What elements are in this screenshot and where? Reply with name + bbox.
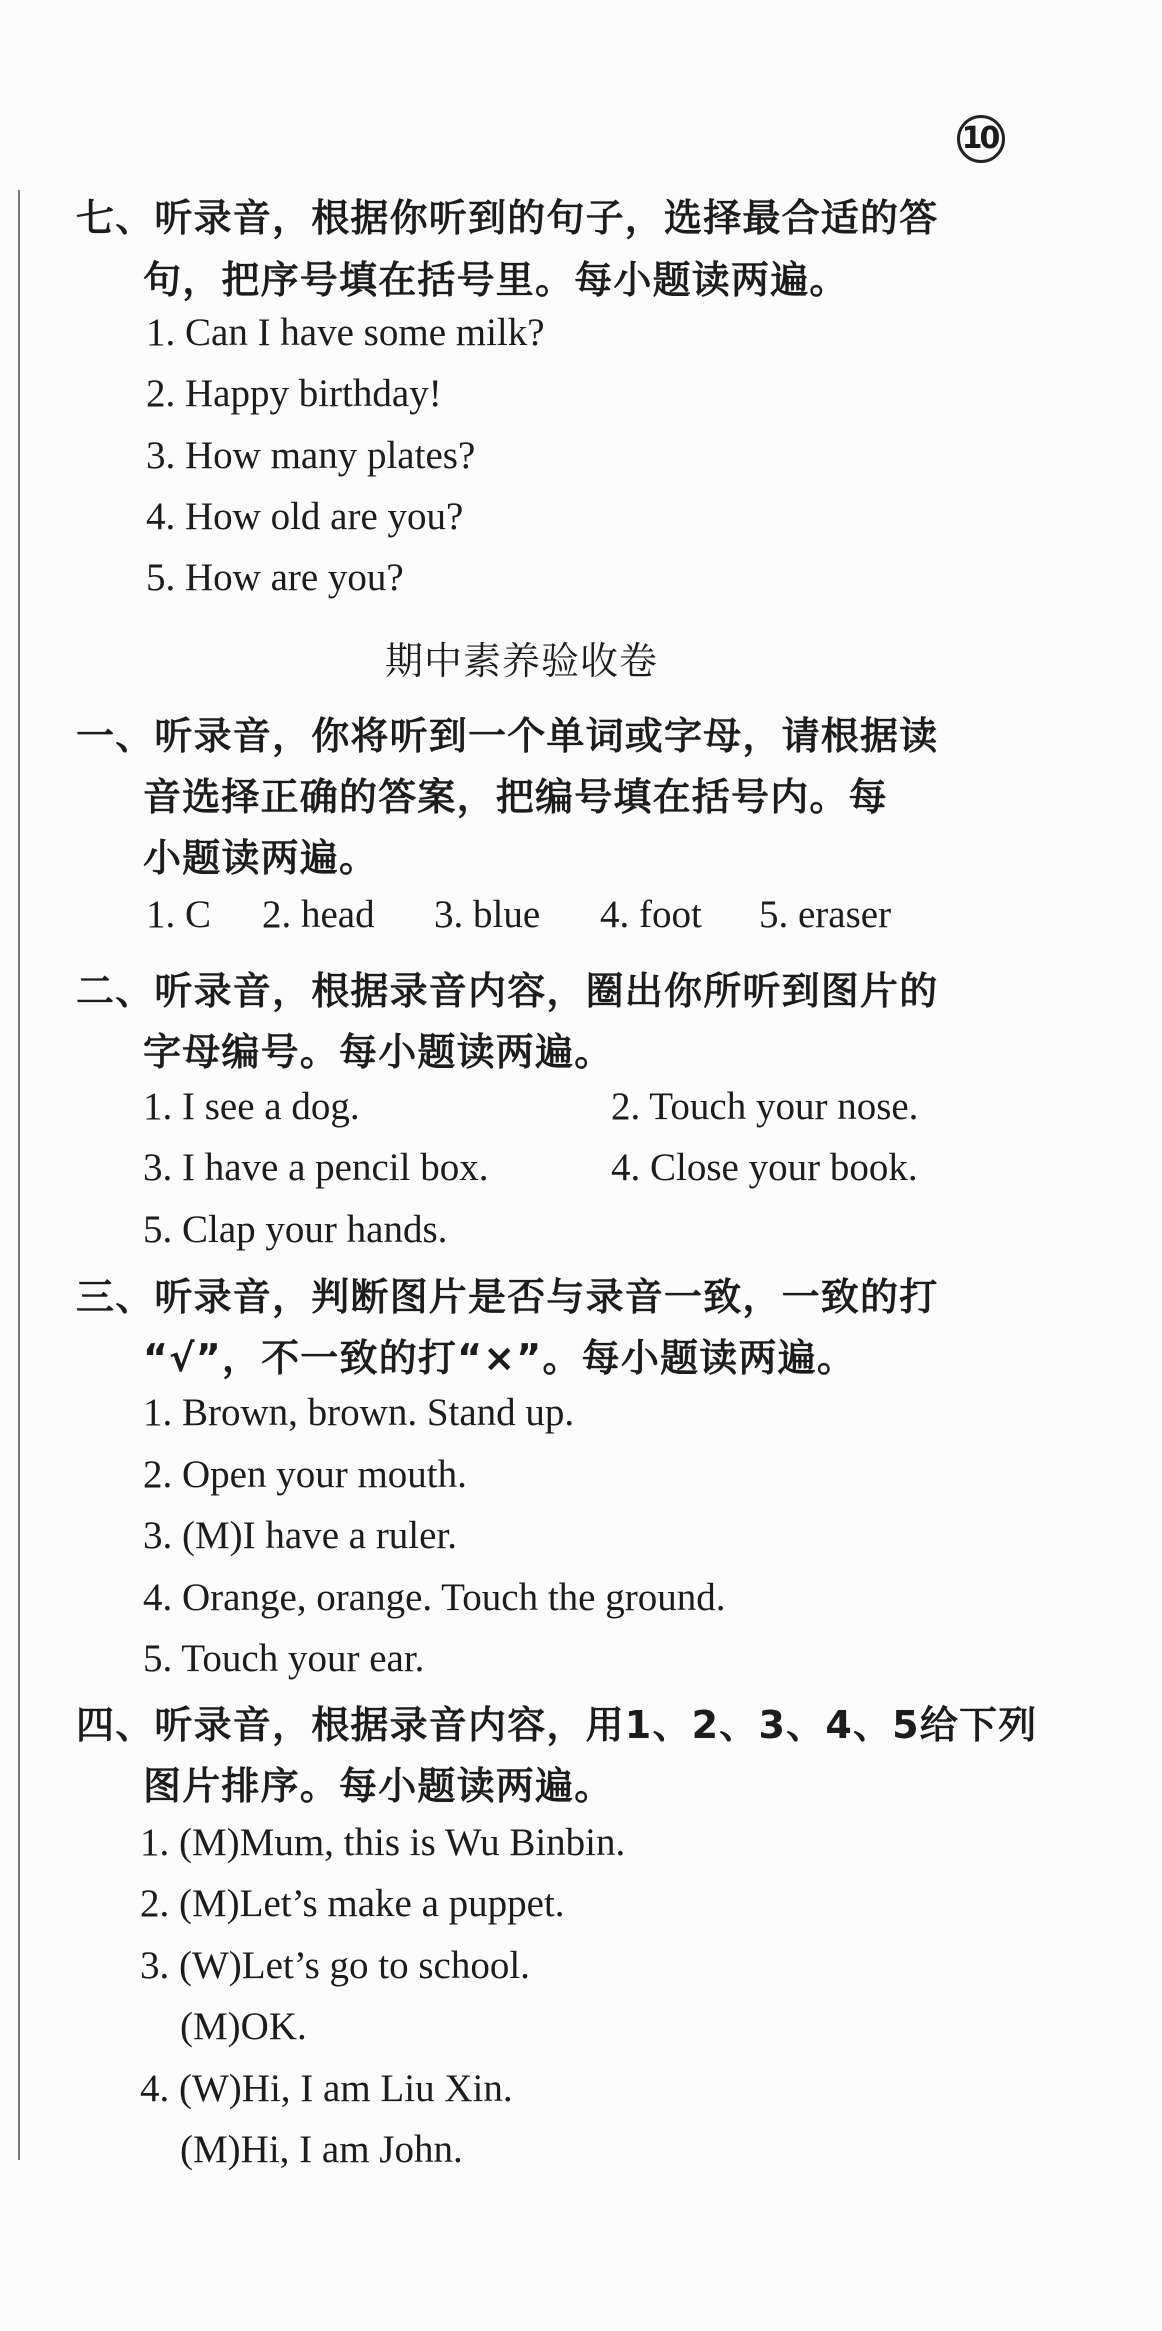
part-2-item-5: 5. Clap your hands. [143, 1208, 448, 1251]
section-7-item-4: 4. How old are you? [146, 495, 464, 538]
part-4-item-4-reply: (M)Hi, I am John. [180, 2128, 463, 2171]
exam-title: 期中素养验收卷 [385, 639, 659, 683]
part-2-item-4: 4. Close your book. [611, 1146, 918, 1189]
part-2-item-3: 3. I have a pencil box. [143, 1146, 489, 1189]
part-1-heading-cont: 音选择正确的答案，把编号填在括号内。每 [143, 775, 888, 819]
section-7-heading-cont: 句，把序号填在括号里。每小题读两遍。 [143, 258, 849, 302]
part-3-item-1: 1. Brown, brown. Stand up. [143, 1391, 575, 1434]
part-3-heading-cont: “√”，不一致的打“×”。每小题读两遍。 [143, 1336, 857, 1380]
section-7-item-1: 1. Can I have some milk? [146, 311, 545, 354]
part-1-heading-cont2: 小题读两遍。 [143, 836, 379, 880]
part-2-heading: 二、听录音，根据录音内容，圈出你所听到图片的 [76, 969, 939, 1013]
section-7-item-3: 3. How many plates? [146, 434, 476, 477]
part-4-item-3: 3. (W)Let’s go to school. [140, 1944, 530, 1987]
part-2-item-1: 1. I see a dog. [143, 1085, 360, 1128]
part-3-item-5: 5. Touch your ear. [143, 1637, 425, 1680]
part-3-item-4: 4. Orange, orange. Touch the ground. [143, 1576, 726, 1619]
part-4-item-1: 1. (M)Mum, this is Wu Binbin. [140, 1821, 626, 1864]
part-1-item-1: 1. C [146, 893, 212, 936]
page-number-badge: 10 [957, 115, 1005, 163]
part-1-heading: 一、听录音，你将听到一个单词或字母，请根据读 [76, 714, 939, 758]
part-1-item-5: 5. eraser [759, 893, 892, 936]
margin-rule [18, 190, 20, 2160]
section-7-heading: 七、听录音，根据你听到的句子，选择最合适的答 [76, 196, 939, 240]
part-2-item-2: 2. Touch your nose. [611, 1085, 919, 1128]
part-1-item-4: 4. foot [600, 893, 702, 936]
part-4-item-3-reply: (M)OK. [180, 2005, 307, 2048]
part-3-heading: 三、听录音，判断图片是否与录音一致，一致的打 [76, 1275, 939, 1319]
part-4-heading-cont: 图片排序。每小题读两遍。 [143, 1764, 614, 1808]
section-7-item-2: 2. Happy birthday! [146, 372, 442, 415]
part-3-item-3: 3. (M)I have a ruler. [143, 1514, 458, 1557]
part-3-item-2: 2. Open your mouth. [143, 1453, 467, 1496]
part-1-item-2: 2. head [262, 893, 375, 936]
part-4-item-4: 4. (W)Hi, I am Liu Xin. [140, 2067, 513, 2110]
section-7-item-5: 5. How are you? [146, 556, 404, 599]
part-1-item-3: 3. blue [434, 893, 541, 936]
part-4-heading: 四、听录音，根据录音内容，用1、2、3、4、5给下列 [76, 1703, 1038, 1747]
part-4-item-2: 2. (M)Let’s make a puppet. [140, 1882, 565, 1925]
part-2-heading-cont: 字母编号。每小题读两遍。 [143, 1030, 614, 1074]
